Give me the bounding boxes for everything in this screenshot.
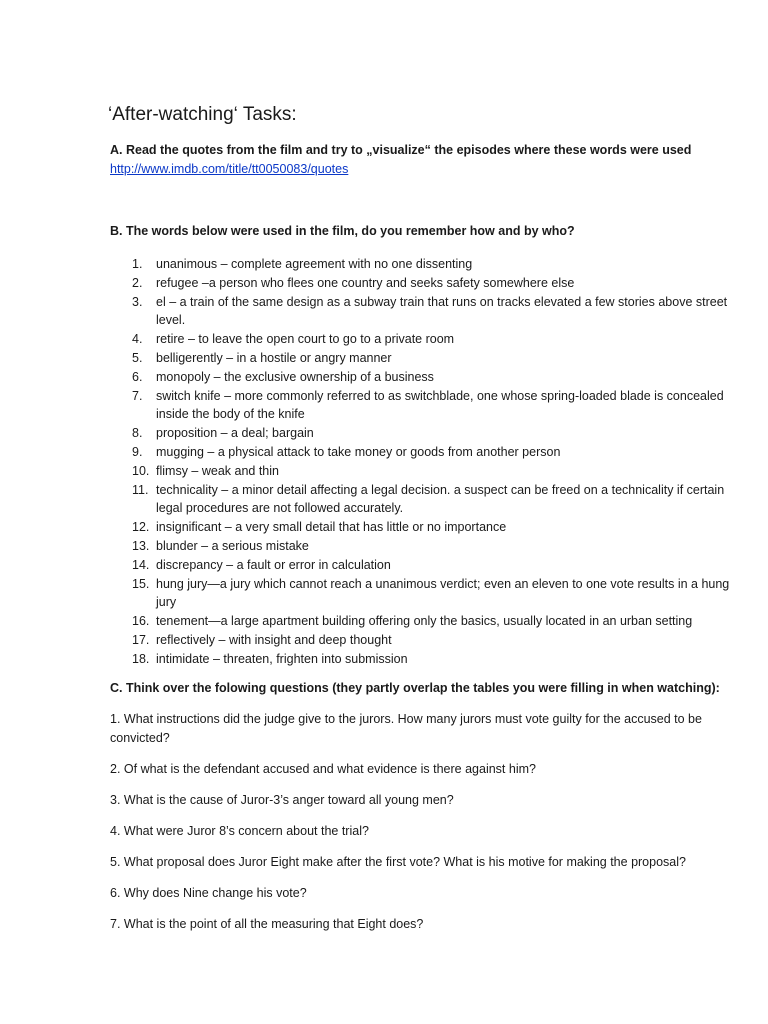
vocabulary-item [132,556,732,575]
vocabulary-item [132,537,732,556]
vocabulary-list [132,255,732,669]
vocabulary-item-text: monopoly – the exclusive ownership of a business [156,369,434,384]
vocabulary-item-text: discrepancy – a fault or error in calculation [156,557,391,572]
vocabulary-item [132,631,732,650]
vocabulary-item-number: 17. [132,632,150,647]
vocabulary-item-text: intimidate – threaten, frighten into submission [156,651,408,666]
vocabulary-item-number: 10. [132,463,150,478]
vocabulary-item-number: 13. [132,538,150,553]
vocabulary-item-number: 16. [132,614,150,629]
vocabulary-item-number: 9. [132,444,143,459]
question-item: 3. What is the cause of Juror-3’s anger toward all young men? [110,793,454,807]
vocabulary-item-text: insignificant – a very small detail that has little or no importance [156,520,507,535]
vocabulary-item-number: 7. [132,388,143,403]
vocabulary-item-number: 14. [132,557,150,572]
vocabulary-item-text: hung jury—a jury which cannot reach a unanimous verdict; even an eleven to one vote results in a hung jury [156,576,730,610]
vocabulary-item-text: retire – to leave the open court to go to a private room [156,332,455,347]
vocabulary-item [132,255,732,274]
vocabulary-item-text: mugging – a physical attack to take money or goods from another person [156,444,561,459]
vocabulary-item [132,612,732,631]
vocabulary-item-number: 8. [132,426,143,441]
question-item: 5. What proposal does Juror Eight make after the first vote? What is his motive for making the proposal? [110,855,686,869]
vocabulary-item-number: 15. [132,576,150,591]
vocabulary-item-number: 3. [132,294,143,309]
vocabulary-item-number: 4. [132,332,143,347]
vocabulary-item-text: blunder – a serious mistake [156,538,309,553]
imdb-quotes-link[interactable]: http://www.imdb.com/title/tt0050083/quotes [110,162,349,176]
vocabulary-item [132,274,732,293]
vocabulary-item [132,293,732,331]
vocabulary-item [132,443,732,462]
vocabulary-item-number: 2. [132,275,143,290]
vocabulary-item [132,368,732,387]
vocabulary-item [132,481,732,519]
vocabulary-item-text: reflectively – with insight and deep thought [156,632,392,647]
page-title: ‘After-watching‘ Tasks: [108,104,297,125]
vocabulary-item-text: refugee –a person who flees one country and seeks safety somewhere else [156,275,575,290]
vocabulary-item-text: technicality – a minor detail affecting a legal decision. a suspect can be freed on a technicality if certain legal procedures are not followed accurately. [156,482,725,516]
vocabulary-item-text: switch knife – more commonly referred to as switchblade, one whose spring-loaded blade is concealed inside the body of the knife [156,388,724,422]
question-item: 7. What is the point of all the measuring that Eight does? [110,917,424,931]
vocabulary-item-text: el – a train of the same design as a subway train that runs on tracks elevated a few stories above street level. [156,294,728,328]
vocabulary-item-number: 18. [132,651,150,666]
vocabulary-item-number: 6. [132,369,143,384]
vocabulary-item-number: 12. [132,520,150,535]
vocabulary-item-number: 1. [132,257,143,271]
vocabulary-item [132,518,732,537]
section-a-heading: A. Read the quotes from the film and try to „visualize“ the episodes where these words were used [110,143,692,157]
vocabulary-item-text: proposition – a deal; bargain [156,426,314,441]
vocabulary-item-text: flimsy – weak and thin [156,463,279,478]
vocabulary-item [132,387,732,425]
vocabulary-item [132,330,732,349]
vocabulary-item [132,349,732,368]
vocabulary-item-text: belligerently – in a hostile or angry manner [156,350,392,365]
vocabulary-item-number: 11. [132,482,149,497]
section-b-heading: B. The words below were used in the film, do you remember how and by who? [110,224,575,238]
vocabulary-item-text: tenement—a large apartment building offering only the basics, usually located in an urban setting [156,614,693,629]
vocabulary-item [132,462,732,481]
section-c-heading: C. Think over the folowing questions (they partly overlap the tables you were filling in when watching): [110,681,720,695]
vocabulary-item-number: 5. [132,350,143,365]
question-item: 6. Why does Nine change his vote? [110,886,307,900]
vocabulary-item [132,575,732,613]
question-item: 2. Of what is the defendant accused and what evidence is there against him? [110,762,536,776]
vocabulary-item [132,650,732,669]
question-item: 1. What instructions did the judge give to the jurors. How many jurors must vote guilty for the accused to be convicted? [110,712,702,745]
vocabulary-item [132,424,732,443]
questions-list [110,710,730,946]
question-item: 4. What were Juror 8’s concern about the trial? [110,824,369,838]
vocabulary-item-text: unanimous – complete agreement with no one dissenting [156,257,473,271]
